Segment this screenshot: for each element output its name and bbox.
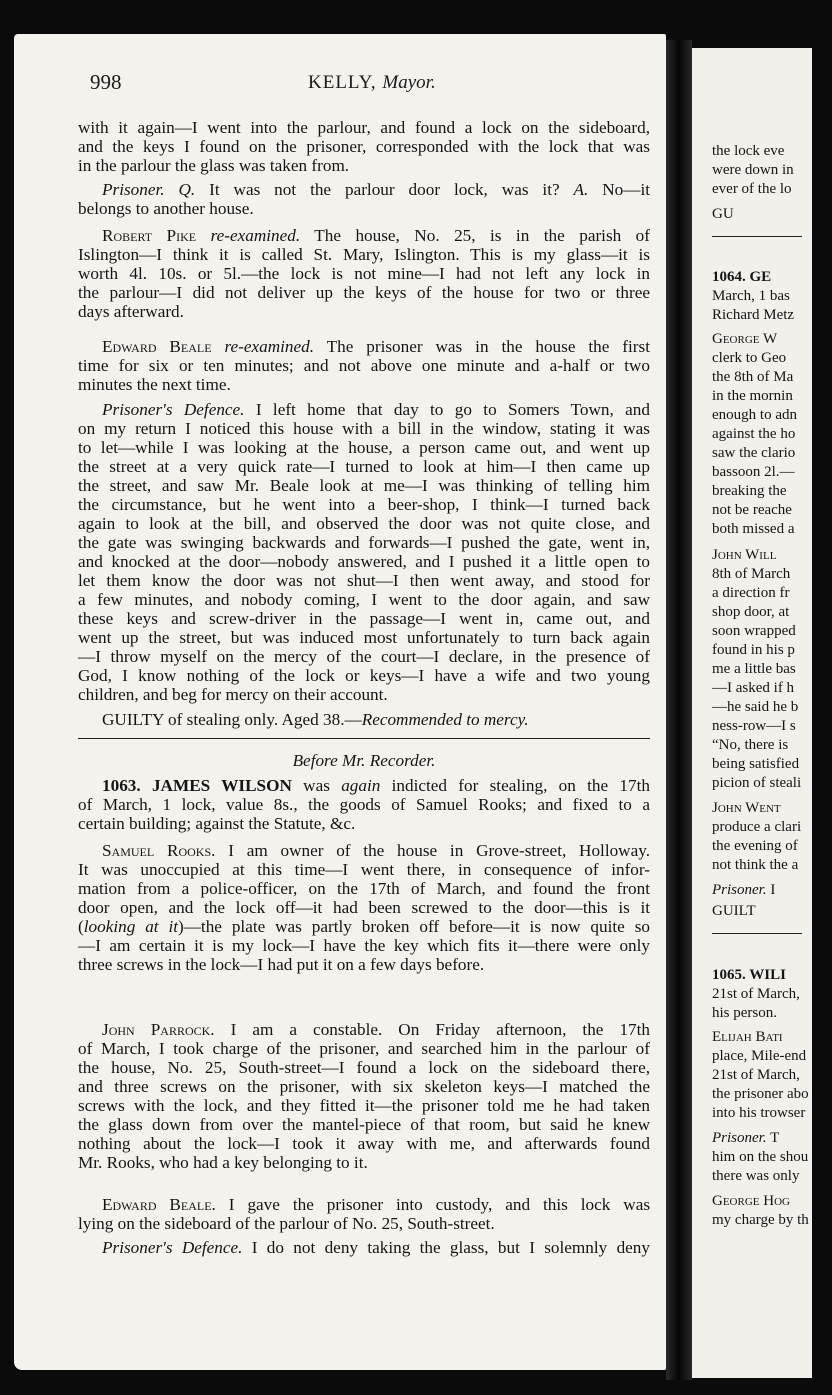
right-text-line: [712, 444, 832, 462]
text-run: I gave the prisoner into custody, and this lock was: [215, 1195, 651, 1214]
right-text-line: [712, 698, 832, 716]
text-line: [102, 841, 650, 860]
right-text-line: [712, 268, 832, 286]
text-line: [78, 685, 650, 704]
text-run: the gate was swinging backwards and forwards—I pushed the gate, went in,: [78, 533, 650, 552]
right-text-line: [712, 755, 832, 773]
text-line: [102, 1195, 650, 1214]
text-line: [78, 419, 650, 438]
right-text-line: [712, 902, 832, 920]
text-run: —I asked if h: [712, 680, 795, 696]
text-line: [78, 1134, 650, 1153]
page-header: [78, 70, 648, 100]
text-line: [102, 1020, 650, 1039]
text-line: [78, 1214, 650, 1233]
text-run: his person.: [712, 1005, 777, 1021]
text-line: [78, 795, 650, 814]
right-text-line: [712, 205, 832, 223]
text-run: T: [766, 1130, 780, 1146]
text-run: belongs to another house.: [78, 199, 254, 218]
text-line: [78, 375, 650, 394]
text-line: [102, 776, 650, 795]
text-run: not think the a: [712, 857, 799, 873]
text-line: [78, 1039, 650, 1058]
text-run: 21st of March,: [712, 986, 800, 1002]
right-text-line: [712, 966, 832, 984]
text-run: GUILTY of stealing only. Aged 38.—: [102, 710, 362, 729]
right-text-line: [712, 520, 832, 538]
text-run: the street, and saw Mr. Beale look at me—I was thinking of telling him: [78, 476, 650, 495]
right-text-line: [712, 856, 832, 874]
text-run: ever of the lo: [712, 181, 792, 197]
speaker-name: John Will: [712, 547, 777, 563]
right-text-line: [712, 387, 832, 405]
text-line: [78, 137, 650, 156]
book-gutter: [666, 40, 692, 1380]
text-run: on my return I noticed this house with a bill in the window, stating it was: [78, 419, 650, 438]
bold-text: 1064. GE: [712, 269, 772, 285]
text-line: [78, 356, 650, 375]
speaker-name: Samuel Rooks.: [102, 841, 216, 860]
italic-text: Before Mr. Recorder.: [292, 751, 436, 770]
text-run: place, Mile-end: [712, 1048, 807, 1064]
right-section-rule: [712, 933, 802, 934]
text-run: worth 4l. 10s. or 5l.—the lock is not mine—I had not left any lock in: [78, 264, 650, 283]
text-line: [102, 710, 650, 729]
text-run: God, I know nothing of the lock or keys—I have a wife and two young: [78, 666, 650, 685]
right-text-line: [712, 1104, 832, 1122]
text-run: with it again—I went into the parlour, and found a lock on the sideboard,: [78, 118, 650, 137]
text-line: [78, 647, 650, 666]
text-run: into his trowser: [712, 1105, 806, 1121]
text-run: mation from a police-officer, on the 17th of March, and found the front: [78, 879, 650, 898]
text-line: [78, 628, 650, 647]
text-run: No—it: [588, 180, 650, 199]
text-line: [78, 590, 650, 609]
text-line: [78, 156, 650, 175]
speaker-name: Elijah Bati: [712, 1029, 783, 1045]
speaker-name: Edward Beale.: [102, 1195, 216, 1214]
text-line: [78, 609, 650, 628]
right-text-line: [712, 881, 832, 899]
text-line: [78, 552, 650, 571]
text-line: [78, 118, 650, 137]
text-line: [78, 898, 650, 917]
italic-text: Prisoner's Defence.: [102, 1238, 243, 1257]
text-line: [78, 1153, 650, 1172]
text-line: [102, 400, 650, 419]
right-text-line: [712, 482, 832, 500]
right-text-line: [712, 287, 832, 305]
italic-text: Prisoner.: [102, 180, 165, 199]
text-run: again to look at the bill, and observed the door was not quite close, and: [78, 514, 650, 533]
right-text-line: [712, 660, 832, 678]
text-run: [196, 226, 210, 245]
text-run: saw the clario: [712, 445, 796, 461]
text-run: being satisfied: [712, 756, 800, 772]
text-run: children, and beg for mercy on their account.: [78, 685, 388, 704]
text-line: [78, 1096, 650, 1115]
text-run: the 8th of Ma: [712, 369, 794, 385]
right-text-line: [712, 799, 832, 817]
text-run: me a little bas: [712, 661, 796, 677]
text-run: The house, No. 25, is in the parish of: [300, 226, 650, 245]
right-text-line: [712, 717, 832, 735]
text-run: against the ho: [712, 426, 796, 442]
right-text-line: [712, 736, 832, 754]
right-text-line: [712, 1066, 832, 1084]
right-text-line: [712, 306, 832, 324]
text-line: [78, 533, 650, 552]
text-run: bassoon 2l.—: [712, 464, 795, 480]
speaker-name: George W: [712, 331, 778, 347]
text-run: went up the street, but was induced most unfortunately to turn back again: [78, 628, 650, 647]
text-run: I left home that day to go to Somers Town, and: [244, 400, 650, 419]
text-line: [78, 457, 650, 476]
section-rule: [78, 738, 650, 739]
page-number: 998: [90, 70, 122, 94]
running-title: [308, 72, 436, 94]
right-text-line: [712, 180, 832, 198]
text-run: days afterward.: [78, 302, 184, 321]
right-text-line: [712, 463, 832, 481]
text-run: I am owner of the house in Grove-street, Holloway.: [215, 841, 650, 860]
text-line: [78, 1115, 650, 1134]
text-line: [78, 860, 650, 879]
text-run: )—the plate was partly broken off before—it is now quite so: [178, 917, 650, 936]
text-run: Richard Metz: [712, 307, 795, 323]
text-run: minutes the next time.: [78, 375, 231, 394]
italic-text: Recommended to mercy.: [361, 710, 529, 729]
text-run: and knocked at the door—nobody answered, and I pushed it a little open to: [78, 552, 650, 571]
right-text-line: [712, 425, 832, 443]
text-line: [78, 666, 650, 685]
text-run: March, 1 bas: [712, 288, 790, 304]
right-text-line: [712, 368, 832, 386]
italic-text: again: [341, 776, 381, 795]
speaker-name: Robert Pike: [102, 226, 197, 245]
text-line: [78, 199, 650, 218]
italic-text: re-examined.: [224, 337, 315, 356]
right-text-line: [712, 406, 832, 424]
text-line: [78, 936, 650, 955]
text-line: [78, 302, 650, 321]
italic-text: Prisoner's Defence.: [102, 400, 245, 419]
speaker-name: John Went: [712, 800, 781, 816]
text-run: the parlour—I did not deliver up the keys of the house for two or three: [78, 283, 650, 302]
text-run: three screws in the lock—I had put it on a few days before.: [78, 955, 485, 974]
text-run: “No, there is: [712, 737, 789, 753]
text-run: ness-row—I s: [712, 718, 796, 734]
bold-text: 1063. JAMES WILSON: [102, 776, 292, 795]
text-line: [78, 955, 650, 974]
text-run: in the mornin: [712, 388, 793, 404]
running-title-office: Mayor.: [382, 72, 436, 93]
text-line: [78, 495, 650, 514]
italic-text: re-examined.: [210, 226, 301, 245]
text-run: —he said he b: [712, 699, 799, 715]
text-run: of March, 1 lock, value 8s., the goods of Samuel Rooks; and fixed to a: [78, 795, 650, 814]
text-run: was: [291, 776, 342, 795]
right-text-line: [712, 1004, 832, 1022]
text-run: GUILT: [712, 903, 756, 919]
text-run: I: [766, 882, 776, 898]
text-run: door open, and the lock off—it had been screwed to the door—this is it: [78, 898, 650, 917]
text-line: [102, 337, 650, 356]
right-text-line: [712, 641, 832, 659]
text-run: not be reache: [712, 502, 792, 518]
text-run: and the keys I found on the prisoner, corresponded with the lock that was: [78, 137, 650, 156]
text-run: both missed a: [712, 521, 795, 537]
italic-text: looking at it: [83, 917, 179, 936]
text-run: in the parlour the glass was taken from.: [78, 156, 350, 175]
text-run: these keys and screw-driver in the passage—I went in, came out, and: [78, 609, 650, 628]
text-run: 8th of March: [712, 566, 791, 582]
text-run: It was unoccupied at this time—I went there, in consequence of infor-: [78, 860, 650, 879]
text-run: nothing about the lock—I took it away with me, and afterwards found: [78, 1134, 650, 1153]
text-run: [212, 337, 225, 356]
running-title-name: KELLY,: [308, 72, 377, 93]
text-run: produce a clari: [712, 819, 802, 835]
right-section-rule: [712, 236, 802, 237]
text-run: (: [78, 917, 84, 936]
text-run: there was only: [712, 1168, 800, 1184]
text-run: I am a constable. On Friday afternoon, the 17th: [214, 1020, 650, 1039]
text-line: [78, 879, 650, 898]
right-text-line: [712, 330, 832, 348]
right-text-line: [712, 1047, 832, 1065]
text-run: The prisoner was in the house the first: [314, 337, 650, 356]
right-text-line: [712, 774, 832, 792]
right-text-line: [712, 837, 832, 855]
right-text-line: [712, 1129, 832, 1147]
text-run: a few minutes, and nobody coming, I went to the door again, and saw: [78, 590, 650, 609]
text-run: It was not the parlour door lock, was it?: [195, 180, 574, 199]
text-run: soon wrapped: [712, 623, 796, 639]
text-run: GU: [712, 206, 734, 222]
text-line: [78, 264, 650, 283]
right-text-line: [712, 1028, 832, 1046]
right-text-line: [712, 142, 832, 160]
right-text-line: [712, 161, 832, 179]
text-run: the glass down from over the mantel-piece of that room, but said he knew: [78, 1115, 650, 1134]
text-run: of March, I took charge of the prisoner, and searched him in the parlour of: [78, 1039, 650, 1058]
text-run: certain building; against the Statute, &c.: [78, 814, 356, 833]
right-text-line: [712, 985, 832, 1003]
text-run: him on the shou: [712, 1149, 809, 1165]
text-run: and three screws on the prisoner, with six skeleton keys—I matched the: [78, 1077, 650, 1096]
text-run: Mr. Rooks, who had a key belonging to it.: [78, 1153, 368, 1172]
text-line: [102, 1238, 650, 1257]
text-run: to let—while I was looking at the house, a person came out, and went up: [78, 438, 650, 457]
text-line: [78, 1058, 650, 1077]
right-text-line: [712, 622, 832, 640]
text-line: [78, 1077, 650, 1096]
text-run: breaking the: [712, 483, 787, 499]
text-line: [78, 438, 650, 457]
right-text-line: [712, 565, 832, 583]
text-run: Islington—I think it is called St. Mary, Islington. This is my glass—it is: [78, 245, 650, 264]
text-run: the prisoner abo: [712, 1086, 809, 1102]
text-run: my charge by th: [712, 1212, 809, 1228]
text-run: time for six or ten minutes; and not above one minute and a-half or two: [78, 356, 650, 375]
italic-text: Q.: [178, 180, 196, 199]
text-run: the evening of: [712, 838, 798, 854]
text-run: the house, No. 25, South-street—I found a lock on the sideboard there,: [78, 1058, 650, 1077]
right-text-line: [712, 603, 832, 621]
right-text-line: [712, 1192, 832, 1210]
bold-text: 1065. WILI: [712, 967, 786, 983]
right-text-line: [712, 679, 832, 697]
right-text-line: [712, 1211, 832, 1229]
text-run: —I am certain it is my lock—I have the key which fits it—there were only: [78, 936, 650, 955]
right-text-line: [712, 1167, 832, 1185]
text-line: [78, 917, 650, 936]
text-run: picion of steali: [712, 775, 802, 791]
italic-text: Prisoner.: [712, 882, 767, 898]
text-run: found in his p: [712, 642, 795, 658]
text-run: clerk to Geo: [712, 350, 787, 366]
italic-text: A.: [573, 180, 589, 199]
text-run: a direction fr: [712, 585, 790, 601]
speaker-name: Edward Beale: [102, 337, 212, 356]
right-text-line: [712, 818, 832, 836]
text-run: let them know the door was not shut—I then went away, and stood for: [78, 571, 650, 590]
text-line: [102, 226, 650, 245]
text-run: enough to adn: [712, 407, 797, 423]
right-text-line: [712, 1085, 832, 1103]
section-heading: [78, 751, 650, 770]
text-run: I do not deny taking the glass, but I solemnly deny: [242, 1238, 650, 1257]
text-run: the street at a very quick rate—I turned to look at him—I then came up: [78, 457, 650, 476]
text-run: lying on the sideboard of the parlour of No. 25, South-street.: [78, 1214, 495, 1233]
right-text-line: [712, 349, 832, 367]
text-line: [78, 571, 650, 590]
text-run: shop door, at: [712, 604, 790, 620]
text-run: indicted for stealing, on the 17th: [380, 776, 650, 795]
text-run: were down in: [712, 162, 794, 178]
text-line: [102, 180, 650, 199]
text-line: [78, 476, 650, 495]
text-run: screws with the lock, and they fitted it—the prisoner told me he had taken: [78, 1096, 650, 1115]
right-text-line: [712, 501, 832, 519]
right-text-line: [712, 546, 832, 564]
speaker-name: George Hog: [712, 1193, 790, 1209]
right-text-line: [712, 584, 832, 602]
italic-text: Prisoner.: [712, 1130, 767, 1146]
speaker-name: John Parrock.: [102, 1020, 215, 1039]
text-run: [165, 180, 179, 199]
text-run: the lock eve: [712, 143, 785, 159]
text-line: [78, 245, 650, 264]
text-run: —I throw myself on the mercy of the court—I declare, in the presence of: [78, 647, 650, 666]
text-run: 21st of March,: [712, 1067, 800, 1083]
text-line: [78, 283, 650, 302]
right-text-line: [712, 1148, 832, 1166]
text-line: [78, 514, 650, 533]
text-run: the circumstance, but he went into a beer-shop, I think—I turned back: [78, 495, 650, 514]
text-line: [78, 814, 650, 833]
